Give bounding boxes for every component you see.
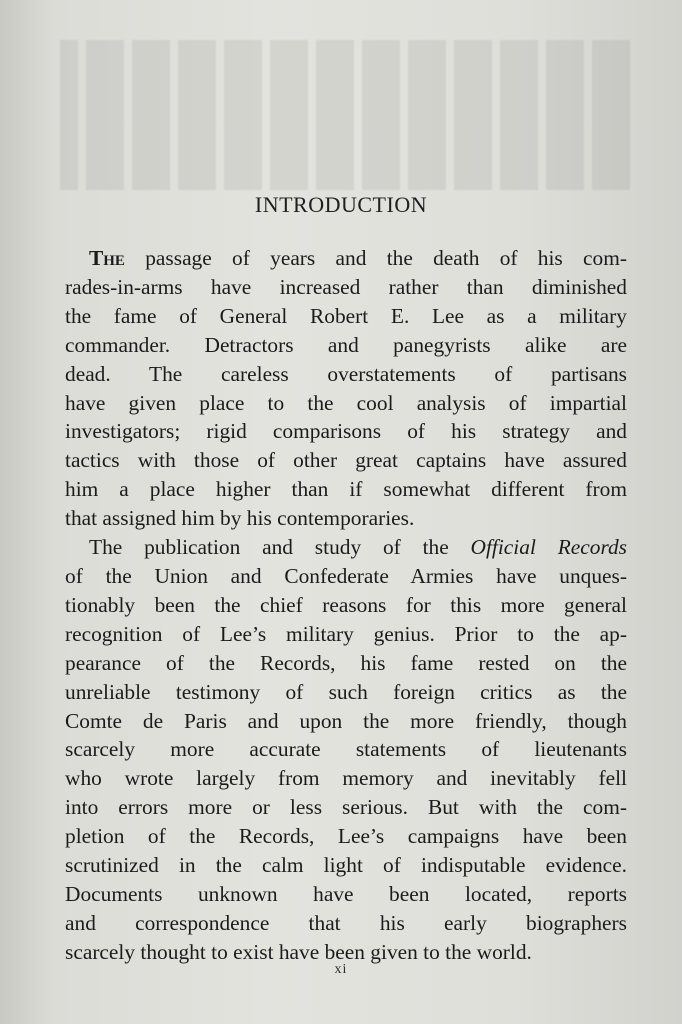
paragraph-2-line: and correspondence that his early biographers (65, 910, 627, 935)
paragraph-2-line: unreliable testimony of such foreign critics as the (65, 679, 627, 704)
paragraph-1-line: that assigned him by his contemporaries. (65, 506, 415, 531)
paragraph-2-line-1: The publication and study of the Official Records (89, 535, 627, 560)
paragraph-2-line: scarcely more accurate statements of lieutenants (65, 737, 627, 762)
bleed-through-text (60, 40, 630, 190)
official-records-title: Official Records (470, 535, 627, 560)
paragraph-2-line: pearance of the Records, his fame rested on the (65, 650, 627, 675)
paragraph-2-line: pletion of the Records, Lee’s campaigns have been (65, 824, 627, 849)
paragraph-1-line: have given place to the cool analysis of impartial (65, 390, 627, 415)
paragraph-1-line: investigators; rigid comparisons of his strategy and (65, 419, 627, 444)
paragraph-2-line: scrutinized in the calm light of indisputable evidence. (65, 853, 627, 878)
paragraph-1-line: the fame of General Robert E. Lee as a military (65, 303, 627, 328)
page-number: xi (334, 962, 348, 977)
paragraph-2-line: Documents unknown have been located, reports (65, 881, 627, 906)
paragraph-2-line: who wrote largely from memory and inevitably fell (65, 766, 627, 791)
paragraph-2-line: of the Union and Confederate Armies have unques- (65, 563, 627, 588)
paragraph-2-line: scarcely thought to exist have been given to the world. (65, 939, 532, 964)
paragraph-1-line: commander. Detractors and panegyrists alike are (65, 332, 627, 357)
chapter-heading: INTRODUCTION (254, 192, 428, 217)
paragraph-1-line: dead. The careless overstatements of partisans (65, 361, 627, 386)
paragraph-1-line: him a place higher than if somewhat different from (65, 477, 627, 502)
paragraph-1-line: rades-in-arms have increased rather than diminished (65, 274, 627, 299)
paragraph-2-line: into errors more or less serious. But with the com- (65, 795, 627, 820)
body-text (65, 244, 627, 967)
paragraph-2-line: tionably been the chief reasons for this more general (65, 592, 627, 617)
paragraph-2-line: recognition of Lee’s military genius. Prior to the ap- (65, 621, 627, 646)
paragraph-1-line: tactics with those of other great captains have assured (65, 448, 627, 473)
dropcap-word: The (89, 246, 125, 270)
paragraph-1-line-1: The passage of years and the death of his com- (89, 246, 627, 270)
paragraph-2-line: Comte de Paris and upon the more friendly, though (65, 708, 627, 733)
